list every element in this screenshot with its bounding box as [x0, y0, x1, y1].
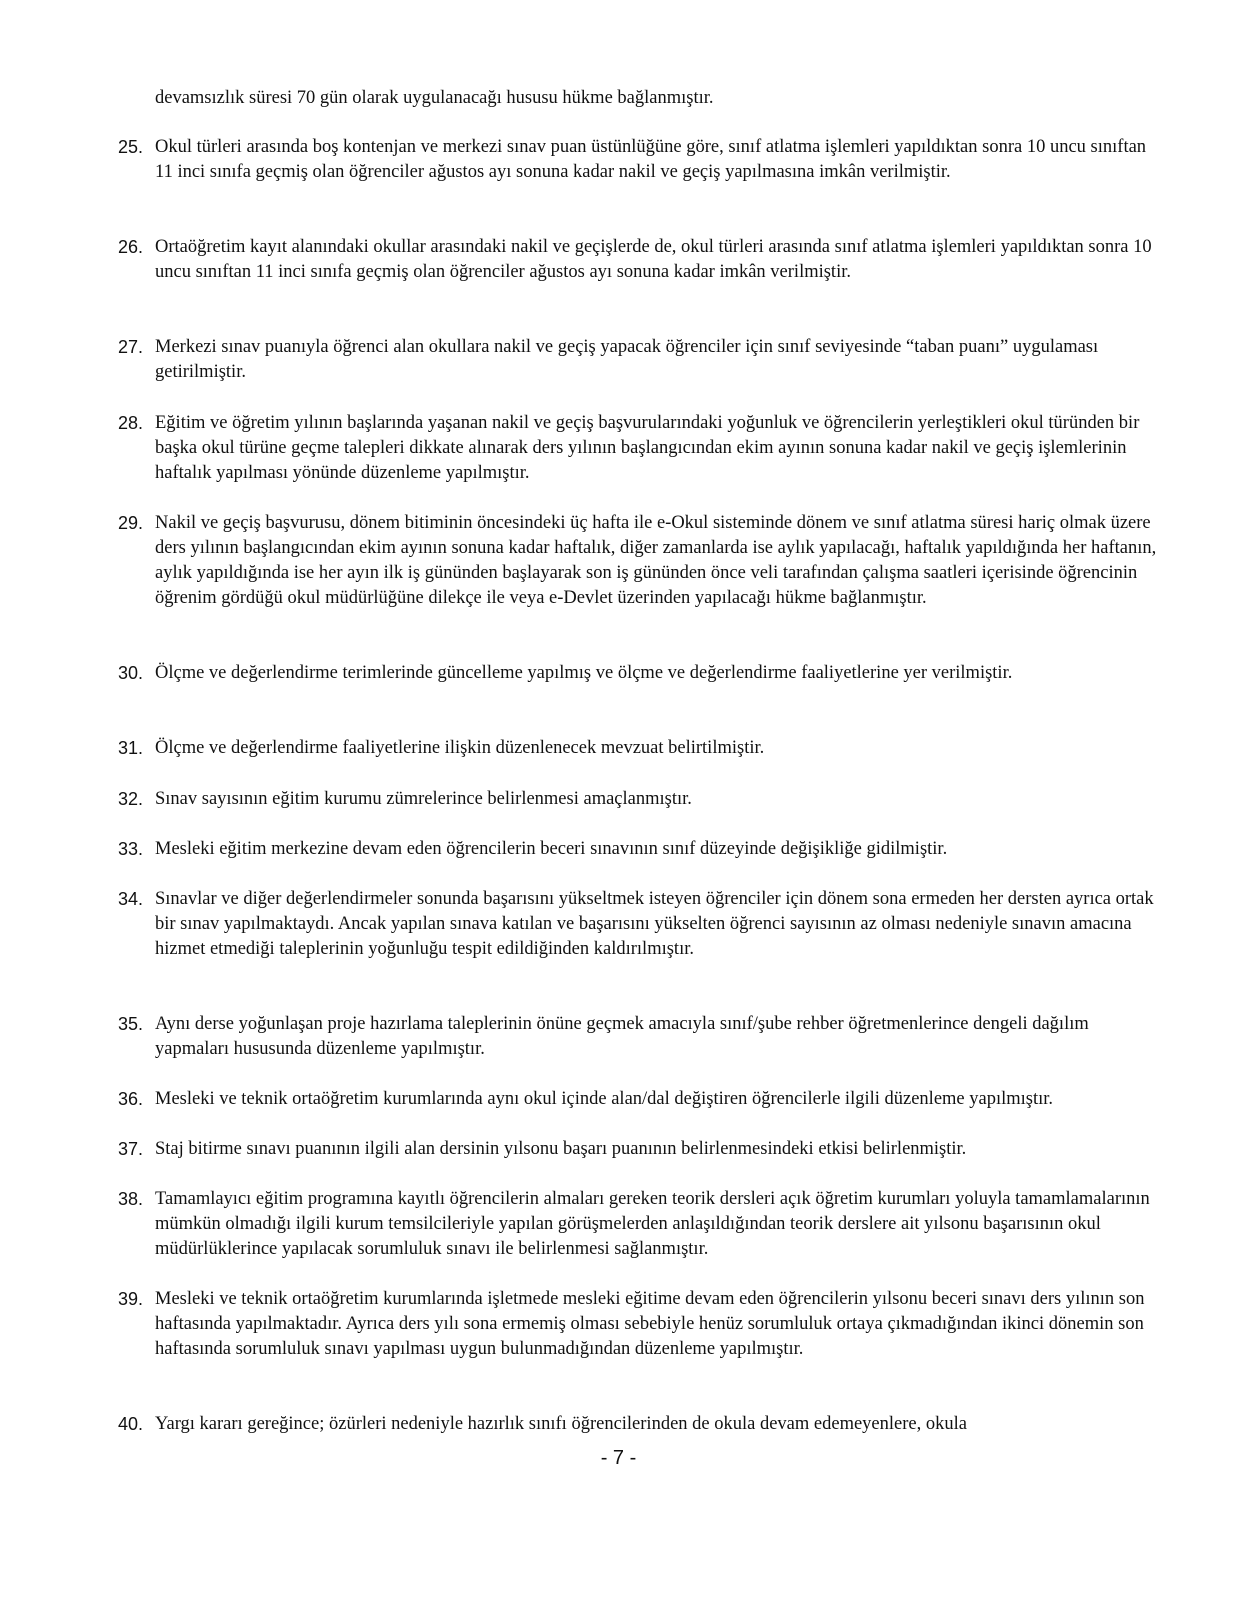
item-text: Aynı derse yoğunlaşan proje hazırlama taleplerinin önüne geçmek amacıyla sınıf/şube rehber öğretmenlerince dengeli dağılım yapmaları hususunda düzenleme yapılmıştır. — [155, 1014, 1089, 1059]
item-text: Eğitim ve öğretim yılının başlarında yaşanan nakil ve geçiş başvurularındaki yoğunluk ve öğrencilerin yerleştikleri okul türünden bir başka okul türüne geçme talepleri dikkate alınarak ders yılının başlangıcından ekim ayının sonuna kadar nakil ve geçiş işlemlerinin haftalık yapılması yönünde düzenleme yapılmıştır. — [155, 413, 1140, 483]
item-text: Ortaöğretim kayıt alanındaki okullar arasındaki nakil ve geçişlerde de, okul türleri arasında sınıf atlatma işlemleri yapıldıktan sonra 10 uncu sınıftan 11 inci sınıfa geçmiş olan öğrenciler ağustos ayı sonuna kadar imkân verilmiştir. — [155, 237, 1152, 282]
list-item-40 — [118, 1412, 1163, 1437]
item-text: Okul türleri arasında boş kontenjan ve merkezi sınav puan üstünlüğüne göre, sınıf atlatma işlemleri yapıldıktan sonra 10 uncu sınıftan 11 inci sınıfa geçmiş olan öğrenciler ağustos ayı sonuna kadar nakil ve geçiş yapılmasına imkân verilmiştir. — [155, 137, 1147, 182]
item-number: 25. — [118, 137, 144, 157]
list-item-35 — [118, 1012, 1163, 1062]
item-text: Ölçme ve değerlendirme terimlerinde güncelleme yapılmış ve ölçme ve değerlendirme faaliyetlerine yer verilmiştir. — [155, 663, 1013, 683]
list-item-33 — [118, 837, 1163, 862]
item-number: 38. — [118, 1189, 144, 1209]
list-item-39 — [118, 1287, 1163, 1362]
item-text: Sınavlar ve diğer değerlendirmeler sonunda başarısını yükseltmek isteyen öğrenciler için dönem sona ermeden her dersten ayrıca ortak bir sınav yapılmaktaydı. Ancak yapılan sınava katılan ve başarısını yükselten öğrenci sayısının az olması nedeniyle sınavın amacına hizmet etmediği taleplerinin yoğunluğu tespit edildiğinden kaldırılmıştır. — [155, 889, 1154, 959]
list-item-31 — [118, 736, 1163, 761]
item-text: Tamamlayıcı eğitim programına kayıtlı öğrencilerin almaları gereken teorik dersleri açık öğretim kurumları yoluyla tamamlamalarının mümkün olmadığı ilgili kurum temsilcileriyle yapılan görüşmelerden anlaşıldığından teorik derslere ait yılsonu başarısının okul müdürlüklerince yapılacak sorumluluk sınavı ile belirlenmesi sağlanmıştır. — [155, 1189, 1150, 1259]
item-number: 36. — [118, 1089, 144, 1109]
item-number: 34. — [118, 889, 144, 909]
list-item-37 — [118, 1137, 1163, 1162]
list-item-29 — [118, 511, 1163, 611]
list-item-25 — [118, 135, 1163, 185]
item-text: Sınav sayısının eğitim kurumu zümrelerince belirlenmesi amaçlanmıştır. — [155, 789, 692, 809]
item-number: 39. — [118, 1289, 144, 1309]
continuation-paragraph: devamsızlık süresi 70 gün olarak uygulanacağı hususu hükme bağlanmıştır. — [155, 88, 714, 108]
list-item-38 — [118, 1187, 1163, 1262]
list-item-26 — [118, 235, 1163, 285]
list-item-36 — [118, 1087, 1163, 1112]
item-text: Ölçme ve değerlendirme faaliyetlerine ilişkin düzenlenecek mevzuat belirtilmiştir. — [155, 738, 765, 758]
page-number: - 7 - — [600, 1447, 637, 1469]
item-text: Mesleki eğitim merkezine devam eden öğrencilerin beceri sınavının sınıf düzeyinde değişikliğe gidilmiştir. — [155, 839, 948, 859]
list-item-27 — [118, 335, 1163, 385]
item-number: 26. — [118, 237, 144, 257]
item-number: 40. — [118, 1414, 144, 1434]
item-number: 28. — [118, 413, 144, 433]
list-item-34 — [118, 887, 1163, 962]
item-number: 35. — [118, 1014, 144, 1034]
item-text: Mesleki ve teknik ortaöğretim kurumlarında işletmede mesleki eğitime devam eden öğrencilerin yılsonu beceri sınavı ders yılının son haftasında yapılmaktadır. Ayrıca ders yılı sona ermemiş olması sebebiyle henüz sorumluluk ortaya çıkmadığından ikinci dönemin son haftasında sorumluluk sınavı yapılması uygun bulunmadığından düzenleme yapılmıştır. — [155, 1289, 1145, 1359]
item-text: Nakil ve geçiş başvurusu, dönem bitiminin öncesindeki üç hafta ile e-Okul sisteminde dönem ve sınıf atlatma süresi hariç olmak üzere ders yılının başlangıcından ekim ayının sonuna kadar haftalık, diğer zamanlarda ise aylık yapılacağı, haftalık yapıldığında her haftanın, aylık yapıldığında ise her ayın ilk iş gününden başlayarak son iş gününden önce veli tarafından çalışma saatleri içerisinde öğrencinin öğrenim gördüğü okul müdürlüğüne dilekçe ile veya e-Devlet üzerinden yapılacağı hükme bağlanmıştır. — [155, 513, 1157, 608]
item-number: 37. — [118, 1139, 144, 1159]
list-item-28 — [118, 411, 1163, 486]
item-text: Staj bitirme sınavı puanının ilgili alan dersinin yılsonu başarı puanının belirlenmesindeki etkisi belirlenmiştir. — [155, 1139, 967, 1159]
item-number: 32. — [118, 789, 144, 809]
item-number: 33. — [118, 839, 144, 859]
item-text: Yargı kararı gereğince; özürleri nedeniyle hazırlık sınıfı öğrencilerinden de okula devam edemeyenlere, okula — [155, 1414, 967, 1434]
item-number: 31. — [118, 738, 144, 758]
item-number: 27. — [118, 337, 144, 357]
list-item-30 — [118, 661, 1163, 686]
item-text: Mesleki ve teknik ortaöğretim kurumlarında aynı okul içinde alan/dal değiştiren öğrencilerle ilgili düzenleme yapılmıştır. — [155, 1089, 1054, 1109]
item-number: 30. — [118, 663, 144, 683]
list-item-32 — [118, 787, 1163, 812]
item-text: Merkezi sınav puanıyla öğrenci alan okullara nakil ve geçiş yapacak öğrenciler için sınıf seviyesinde “taban puanı” uygulaması getirilmiştir. — [155, 337, 1099, 382]
item-number: 29. — [118, 513, 144, 533]
